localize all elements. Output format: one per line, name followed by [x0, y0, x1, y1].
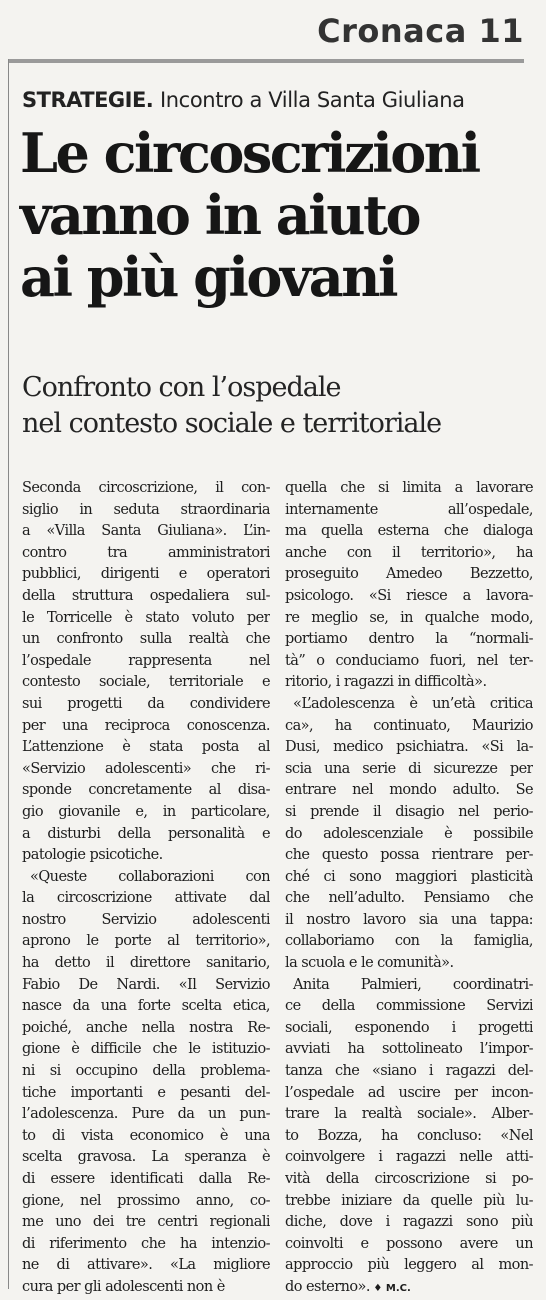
article-line: scia una serie di sicurezze per: [285, 760, 533, 777]
subheadline-line: nel contesto sociale e territoriale: [22, 408, 442, 439]
article-line: le Torricelle è stato voluto per: [22, 609, 270, 626]
article-line: tà” o conduciamo fuori, nel ter-: [285, 652, 533, 669]
section-divider: [8, 59, 524, 63]
article-line: sui progetti da condividere: [22, 695, 270, 712]
article-line: poiché, anche nella nostra Re-: [22, 1019, 270, 1036]
article-line: tanza che «siano i ragazzi del-: [285, 1063, 533, 1080]
article-line: proseguito Amedeo Bezzetto,: [285, 566, 533, 583]
article-line: coinvolti e possono avere un: [285, 1235, 533, 1252]
article-line: a «Villa Santa Giuliana». L’in-: [22, 523, 270, 540]
article-line: collaboriamo con la famiglia,: [285, 933, 533, 950]
byline: ♦ M.C.: [369, 1282, 411, 1294]
headline-line: vanno in aiuto: [20, 183, 420, 247]
article-line: l’ospedale rappresenta nel: [22, 652, 270, 669]
article-line: ni si occupino della problema-: [22, 1063, 270, 1080]
article-line: gione, nel prossimo anno, co-: [22, 1192, 270, 1209]
article-line: to di vista economico è una: [22, 1127, 270, 1144]
article-line: do adolescenziale è possibile: [285, 825, 533, 842]
article-line: scelta gravosa. La speranza è: [22, 1149, 270, 1166]
article-line: Fabio De Nardi. «Il Servizio: [22, 976, 270, 993]
article-line: nasce da una forte scelta etica,: [22, 998, 270, 1015]
subheadline: [22, 370, 542, 442]
article-line: l’ospedale ad uscire per incon-: [285, 1084, 533, 1101]
headline: [20, 122, 540, 308]
article-line: coinvolgere i ragazzi nelle atti-: [285, 1149, 533, 1166]
article-line: gio giovanile e, in particolare,: [22, 803, 270, 820]
article-line: il nostro lavoro sia una tappa:: [285, 911, 533, 928]
article-line: L’attenzione è stata posta al: [22, 739, 270, 756]
article-line: vità della circoscrizione si po-: [285, 1171, 533, 1187]
article-line: me uno dei tre centri regionali: [22, 1214, 270, 1231]
article-line: internamente all’ospedale,: [285, 501, 533, 518]
section-header: [0, 0, 546, 64]
article-line: portiamo dentro la “normali-: [285, 631, 533, 648]
article-line: a disturbi della personalità e: [22, 825, 270, 842]
article-line: la circoscrizione attivate dal: [22, 890, 270, 907]
left-column-rule: [8, 59, 9, 1289]
article-line: di riferimento che ha intenzio-: [22, 1235, 270, 1252]
article-line: gione è difficile che le istituzio-: [22, 1041, 270, 1058]
article-line: cura per gli adolescenti non è: [22, 1278, 225, 1295]
article-line: ca», ha continuato, Maurizio: [285, 717, 533, 734]
kicker-label: STRATEGIE.: [22, 88, 154, 112]
article-line: Seconda circoscrizione, il con-: [22, 480, 270, 496]
headline-line: ai più giovani: [20, 245, 397, 309]
article-line: psicologo. «Si riesce a lavora-: [285, 587, 533, 604]
article-line: trare la realtà sociale». Alber-: [285, 1106, 533, 1123]
kicker: [22, 88, 465, 112]
article-line: re meglio se, in qualche modo,: [285, 609, 533, 626]
article-line: trebbe iniziare da quelle più lu-: [285, 1192, 533, 1209]
article-line: si prende il disagio nel perio-: [285, 803, 533, 820]
headline-line: Le circoscrizioni: [20, 121, 479, 185]
article-line: per una reciproca conoscenza.: [22, 717, 270, 734]
article-line: patologie psicotiche.: [22, 847, 163, 864]
article-column-right: [285, 478, 533, 1300]
article-line: ché ci sono maggiori plasticità: [285, 868, 533, 885]
article-line: che questo possa rientrare per-: [285, 847, 533, 864]
article-line: approccio più leggero al mon-: [285, 1257, 533, 1274]
article-line: di essere identificati dalla Re-: [22, 1171, 270, 1187]
article-line: Dusi, medico psichiatra. «Si la-: [285, 739, 533, 756]
article-line: contro tra amministratori: [22, 544, 270, 561]
article-line: do esterno». ♦ M.C.: [285, 1278, 411, 1295]
article-line: ritorio, i ragazzi in difficoltà».: [285, 674, 487, 691]
subheadline-line: Confronto con l’ospedale: [22, 372, 341, 403]
article-line: «Servizio adolescenti» che ri-: [22, 760, 270, 777]
article-line: sociali, esponendo i progetti: [285, 1019, 533, 1036]
article-line: ne di attivare». «La migliore: [22, 1257, 270, 1274]
kicker-text: Incontro a Villa Santa Giuliana: [159, 88, 465, 112]
article-line: «L’adolescenza è un’età critica: [293, 695, 533, 712]
article-line: la scuola e le comunità».: [285, 955, 454, 972]
article-line: quella che si limita a lavorare: [285, 480, 533, 496]
article-line: ha detto il direttore sanitario,: [22, 955, 270, 972]
article-line: sponde concretamente al disa-: [22, 782, 270, 799]
article-line: entrare nel mondo adulto. Se: [285, 782, 533, 799]
article-line: siglio in seduta straordinaria: [22, 501, 270, 518]
article-line: che nell’adulto. Pensiamo che: [285, 890, 533, 907]
article-line: contesto sociale, territoriale e: [22, 674, 270, 691]
article-line: della struttura ospedaliera sul-: [22, 587, 270, 604]
article-column-left: [22, 478, 270, 1299]
section-title: Cronaca 11: [317, 12, 524, 50]
article-line: tiche importanti e pesanti del-: [22, 1084, 270, 1101]
article-line: ce della commissione Servizi: [285, 998, 533, 1015]
article-line: avviati ha sottolineato l’impor-: [285, 1041, 533, 1058]
article-line: un confronto sulla realtà che: [22, 631, 270, 648]
article-line: pubblici, dirigenti e operatori: [22, 566, 270, 583]
article-line: to Bozza, ha concluso: «Nel: [285, 1127, 533, 1144]
article-line: Anita Palmieri, coordinatri-: [293, 976, 533, 993]
article-line: nostro Servizio adolescenti: [22, 911, 270, 928]
article-line: aprono le porte al territorio»,: [22, 933, 270, 950]
article-line: l’adolescenza. Pure da un pun-: [22, 1106, 270, 1123]
article-line: diche, dove i ragazzi sono più: [285, 1214, 533, 1231]
article-line: «Queste collaborazioni con: [30, 868, 270, 885]
article-line: ma quella esterna che dialoga: [285, 523, 533, 540]
article-line: anche con il territorio», ha: [285, 544, 533, 561]
